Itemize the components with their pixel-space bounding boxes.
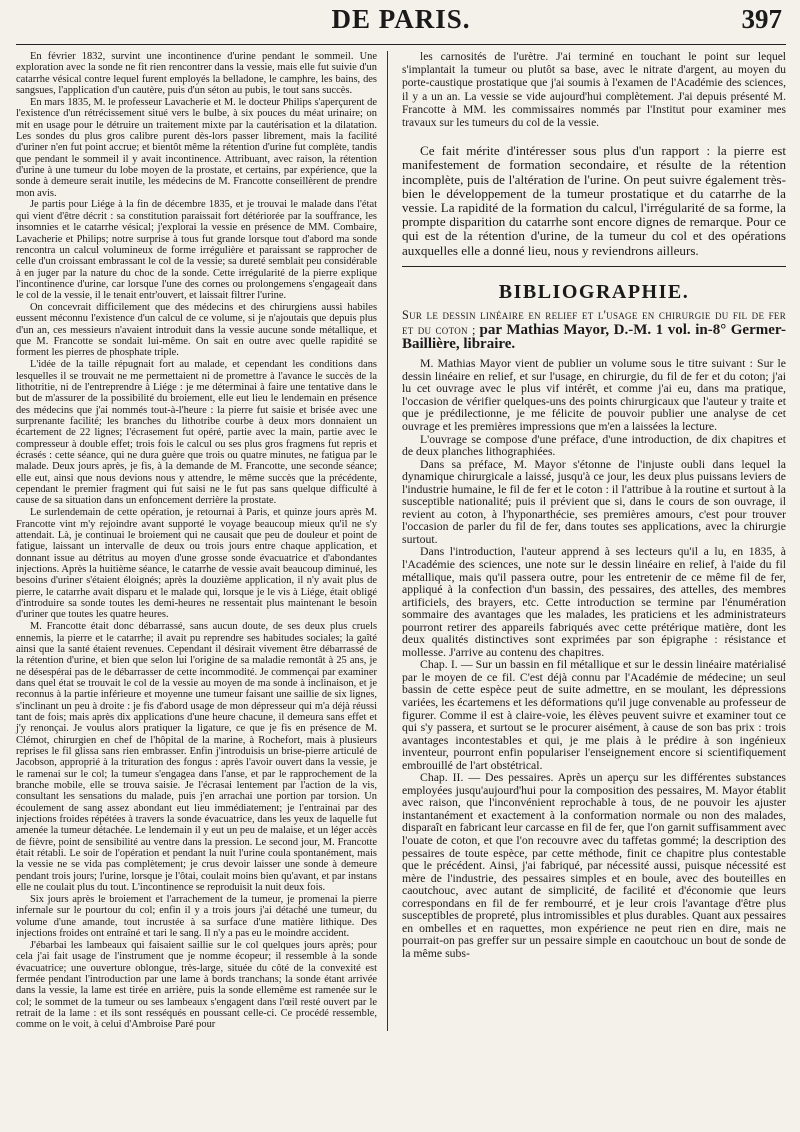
paragraph: En février 1832, survint une incontinence d'urine pendant le sommeil. Une exploration avec la sonde ne fit rien rencontrer dans la vessie, mais elle fut suivie d'un catarrhe vésical contre lequel furent employés la belladone, le camphre, les bains, des sangsues, l'application d'un cautère, puis d'un séton au pubis, le tout sans succès. — [16, 51, 377, 97]
paragraph: En mars 1835, M. le professeur Lavacherie et M. le docteur Philips s'aperçurent de l'existence d'un rétrécissement situé vers le bulbe, à six pouces du méat urinaire; on mit en usage pour le détruire un traitement mixte par la cautérisation et la dilatation. Les sondes du plus gros calibre purent dès-lors passer librement, mais la facilité d'uriner n'en fut point accrue; et bientôt même la rétention d'urine fut complète, tandis que pendant le sommeil il y avait incontinence. Attribuant, avec raison, la rétention d'urine à une tumeur du lobe moyen de la prostate, et certains, par expérience, que la sonde à demeure serait inutile, les médecins de M. Francotte conseillèrent de prendre mon avis. — [16, 96, 377, 199]
paragraph: Ce fait mérite d'intéresser sous plus d'un rapport : la pierre est manifestement de formation secondaire, et résulte de la rétention incomplète, puis de l'altération de l'urine. On peut suivre également très-bien le développement de la tumeur prostatique et du catarrhe de la vessie. La rapidité de la formation du calcul, l'irrégularité de sa forme, la prompte disparition du catarrhe sont encore dignes de remarque. Pour ce qui est de la rétention d'urine, de la tumeur du col et des opérations auxquelles elle a donné lieu, nous y reviendrons ailleurs. — [402, 143, 786, 258]
section-title: BIBLIOGRAPHIE. — [498, 280, 690, 303]
paragraph: Six jours après le broiement et l'arrachement de la tumeur, je promenai la pierre infernale sur le pourtour du col; enfin il y a trois jours j'ai détaché une tumeur, du volume d'une amande, tout incrustée à sa surface d'une matière lithique. Des injections froides ont entraîné et tari le sang. Il n'y a pas eu le moindre accident. — [16, 893, 377, 939]
paragraph: On concevrait difficilement que des médecins et des chirurgiens aussi habiles eussent méconnu l'existence d'un calcul de ce volume, si je n'ajoutais que depuis plus d'un an, ces messieurs n'avaient introduit dans la vessie aucune sonde métallique, et que M. Francotte se sondait lui-même. On sait en outre avec quelle rapidité se forment les pierres de phosphate triple. — [16, 302, 377, 359]
paragraph: Chap. II. — Des pessaires. Après un aperçu sur les différentes substances employées jusqu'aujourd'hui pour la composition des pessaires, M. Mayor établit avec raison, que l'inconvénient reprochable à tous, de ne pouvoir les ajuster instantanément et exactement à la conformation normale ou non des malades, disparaît en fabricant leur carcasse en fil de fer, que l'on garnit suffisamment avec l'ouate de coton, et que l'on recouvre avec du taffetas gommé; la description des pessaires de toute espèce, par cette méthode, finit ce chapitre plus contestable que le précédent. Ainsi, j'ai fabriqué, par nécessité aussi, puisque nécessité est mère de l'industrie, des pessaires simples et en boule, avec des bouteilles en caoutchouc, avec autant de simplicité, de facilité et d'économie que leurs correspondans en fil de fer rembourré, et je leur crois l'avantage d'être plus susceptibles de propreté, plus intromissibles et plus durables. Quant aux pessaires en ombelles et en raquettes, mon expérience ne peut rien en dire, mais ne pourrait-on pas greffer sur un pessaire simple en caoutchouc un bout de sonde de la même subs- — [402, 771, 786, 960]
paragraph: M. Francotte était donc débarrassé, sans aucun doute, de ses deux plus cruels ennemis, la pierre et le catarrhe; il avait pu reprendre ses habitudes sociales; la gaîté ainsi que la santé étaient revenues. Cependant il désirait vivement être débarrassé de la rétention d'urine, et bien que selon lui l'origine de sa maladie remontât à 25 ans, je ne désespérai pas de le débarrasser de cette incommodité. Je commençai par examiner dans quel état se trouvait le col de la vessie au moyen de ma sonde à inclinaison, et je reconnus à la partie inférieure et moyenne une tumeur faisant une saillie de six lignes, s'inclinant un peu à droite : je fis d'abord usage de mon dépresseur qui m'a déjà réussi tant de fois; mais après dix applications d'une heure chacune, il demeura sans effet et j'y renonçai. Je voulus alors pratiquer la ligature, ce que je fis en présence de M. Clémot, chirurgien en chef de l'hôpital de la marine, à Rochefort, mais à plusieurs reprises le fil glissa sans rien embrasser. Enfin j'introduisis un brise-pierre articulé de Jacobson, approprié à la trituration des fongus : après l'avoir ouvert dans la vessie, je le ramenai sur le col; la tumeur s'engagea dans l'anse, et par le rapprochement de la branche mobile, elle se trouva saisie. Je l'écrasai lentement par l'action de la vis, consultant les sensations du malade, puis j'en arrachai une portion par torsion. Un écoulement de sang assez abondant eut lieu immédiatement; je l'entrainai par des injections froides répétées à travers la sonde évacuatrice, dans les yeux de laquelle fut amenée la tumeur détachée. Le lendemain il y eut un peu de malaise, et un léger accès de fièvre, point de sensibilité au ventre dans la pression. Le second jour, M. Francotte était rétabli. Le soir de l'opération et pendant la nuit l'urine coula spontanément, mais la vessie ne se vida pas complètement; je crus devoir laisser une sonde à demeure pendant trois jours; l'urine, lorsque je l'ôtai, coulait moins bien qu'avant, et par instans elle ne coulait plus du tout. L'incontinence se reproduisit la nuit deux fois. — [16, 621, 377, 894]
review-body — [402, 358, 786, 960]
page-header — [16, 0, 786, 45]
paragraph: Le surlendemain de cette opération, je retournai à Paris, et quinze jours après M. Francotte vint m'y rejoindre avant supporté le voyage beaucoup mieux qu'il ne s'y attendait. Là, je continuai le broiement qui ne causait que peu de douleur et point de fatigue, laissant un intervalle de deux ou trois jours entre chaque application, et donnant issue au détritus au moyen d'une grosse sonde évacuatrice et d'abondantes injections. Après la huitième séance, le catarrhe de vessie avait beaucoup diminué, les besoins d'uriner s'étaient éloignés; après la douzième application, il n'y avait plus de pierre, le catarrhe avait disparu et le malade qui, lorsque je le vis à Liége, était obligé d'introduire sa sonde toutes les demi-heures ne ressentait plus maintenant le besoin d'uriner que toutes les quatre heures. — [16, 507, 377, 621]
page-number: 397 — [741, 4, 782, 34]
paragraph: Je partis pour Liége à la fin de décembre 1835, et je trouvai le malade dans l'état qui vient d'être décrit : sa constitution paraissait fort détériorée par la souffrance, les insomnies et le catarrhe vésical; j'explorai la vessie en présence de MM. Combaire, Lavacherie et Philips; notre surprise à tous fut grande lorsque tout d'abord ma sonde rencontra un calcul volumineux de forme irrégulière et paraissant se rapprocher de celle d'un croissant embrassant le col de la vessie; sa dureté semblait peu considérable à en juger par la nature du choc de la sonde. Cette irrégularité de la pierre explique l'incontinence d'urine, car lorsque l'une des cornes ou prolongemens s'engageait dans le col de la vessie, il le tenait entr'ouvert, et laissait filtrer l'urine. — [16, 199, 377, 302]
paragraph: L'ouvrage se compose d'une préface, d'une introduction, de dix chapitres et de deux planches lithographiées. — [402, 432, 786, 459]
paragraph: Dans l'introduction, l'auteur apprend à ses lecteurs qu'il a lu, en 1835, à l'Académie des sciences, une note sur le dessin linéaire en relief, à l'aide du fil métallique, mais qu'il passera outre, pour les entretenir de ce même fil de fer, appliqué à la confection d'un bassin, des pessaires, des attelles, des membres artificiels, des brayers, etc. Cette introduction se termine par l'énumération sommaire des avantages que les malades, les praticiens et les administrateurs pourront retirer des appareils fabriqués avec cette prétérique matière, dont les deux qualités distinctives sont exprimées par son épigraphe : résistance et mollesse. J'arrive au contenu des chapitres. — [402, 545, 786, 659]
running-title: DE PARIS. — [331, 4, 471, 34]
right-column — [388, 51, 786, 1031]
left-column — [16, 51, 388, 1031]
book-title: Sur le dessin linéaire en relief et l'usage en chirurgie du fil de fer et du coton ; — [402, 307, 786, 337]
paragraph: L'idée de la taille répugnait fort au malade, et cependant les conditions dans lesquelles il se trouvait ne me permettaient ni de promettre à l'avance le succès de la lithotritie, ni de l'entreprendre à Liége : je me déterminai à faire une tentative dans le but de m'assurer de la possibilité du broiement, elle eut lieu le lendemain en présence des médecins que j'ai nommés tout-à-l'heure : la pierre fut saisie et brisée avec une surprenante facilité; les branches du lithotribe courbe à deux mors donnaient un écartement de 22 lignes; l'écrasement fut opéré, partie avec la main, partie avec le compresseur à double effet; trois fois le calcul ou ses plus gros fragmens fut repris et écrasés : cette séance, qui ne dura guère que trois ou quatre minutes, ne fatigua par le malade. Deux jours après, je fis, à la demande de M. Francotte, une seconde séance; elle eut, ainsi que nous devions nous y attendre, le même succès que la précédente, cependant le premier fragment qui fut saisi ne le fut pas sans quelque difficulté à cause de sa situation dans un enfoncement derrière la prostate. — [16, 359, 377, 507]
paragraph: les carnosités de l'urètre. J'ai terminé en touchant le point sur lequel s'implantait la tumeur ou plutôt sa base, avec le nitrate d'argent, au moyen du porte-caustique prostatique que j'ai soumis à l'examen de l'Académie des sciences, il y a un an. La vessie se vide aujourd'hui complètement. J'ai depuis présenté M. Francotte à MM. les commissaires nommés par l'Institut pour examiner mes travaux sur les tumeurs du col de la vessie. — [402, 51, 786, 130]
commentary — [402, 144, 786, 258]
paragraph: Chap. I. — Sur un bassin en fil métallique et sur le dessin linéaire matérialisé par le moyen de ce fil. C'est déjà connu par l'Académie de médecine; un seul bassin de cette espèce peut de suite admettre, en se moulant, les dépressions variées, les écartemens et les déformations qu'il juge convenable au professeur de figurer. Comme il est à claire-voie, les élèves peuvent suivre et examiner tout ce qui s'y passera, et surtout se le procurer aisément, à cause de son bas prix : trois avantages incontestables et qui, je me plais à le prédire à son ingénieux inventeur, pourront enfin populariser l'enseignement encore si scientifiquement embrouillé de l'art obstétrical. — [402, 658, 786, 772]
two-column-body — [16, 51, 786, 1031]
paragraph: Dans sa préface, M. Mayor s'étonne de l'injuste oubli dans lequel la dynamique chirurgicale a laissé, jusqu'à ce jour, les deux plus puissans leviers de l'industrie humaine, le fil de fer et le coton : il l'attribue à la routine et surtout à la susceptible nationalité; puis il prévient que si, dans le cours de son ouvrage, il revient au coton, à l'hyponarthécie, ses premières amours, c'est pour trouver l'occasion de parler du fil de fer, dans toutes ses applications, avec la chirurgie surtout. — [402, 457, 786, 546]
paragraph: J'ébarbai les lambeaux qui faisaient saillie sur le col quelques jours après; pour cela j'ai fait usage de l'instrument que je nomme écopeur; il ressemble à la sonde évacuatrice; une ouverture oblongue, très-large, située du côté de la convexité est fermée pendant l'introduction par une lame à bords tranchans; la sonde étant arrivée dans la vessie, la lame est tirée en arrière, puis la sonde ellemême est ramenée sur le col; le sommet de la tumeur ou ses lambeaux s'engagent dans l'œil resté ouvert par le retrait de la lame : et ils sont resséqués en poussant celle-ci. Ce procédé ressemble, comme on le voit, à celui d'Ambroise Paré pour — [16, 939, 377, 1031]
paragraph: M. Mathias Mayor vient de publier un volume sous le titre suivant : Sur le dessin linéaire en relief, et sur l'usage, en chirurgie, du fil de fer et du coton; j'ai lu cet ouvrage avec le plus vif intérêt, et comme j'ai eu, dans ma pratique, l'occasion de vérifier quelques-uns des points chirurgicaux que l'auteur y traite et que je prédilectionne, je me félicite de pouvoir publier une analyse de cet ouvrage et les premières impressions que m'en a laissées la lecture. — [402, 357, 786, 433]
section-divider — [402, 266, 786, 267]
continued-article — [402, 51, 786, 130]
book-citation — [402, 308, 786, 352]
book-author: par Mathias Mayor, D.-M. 1 vol. in-8° Germer-Baillière, libraire. — [402, 321, 787, 353]
